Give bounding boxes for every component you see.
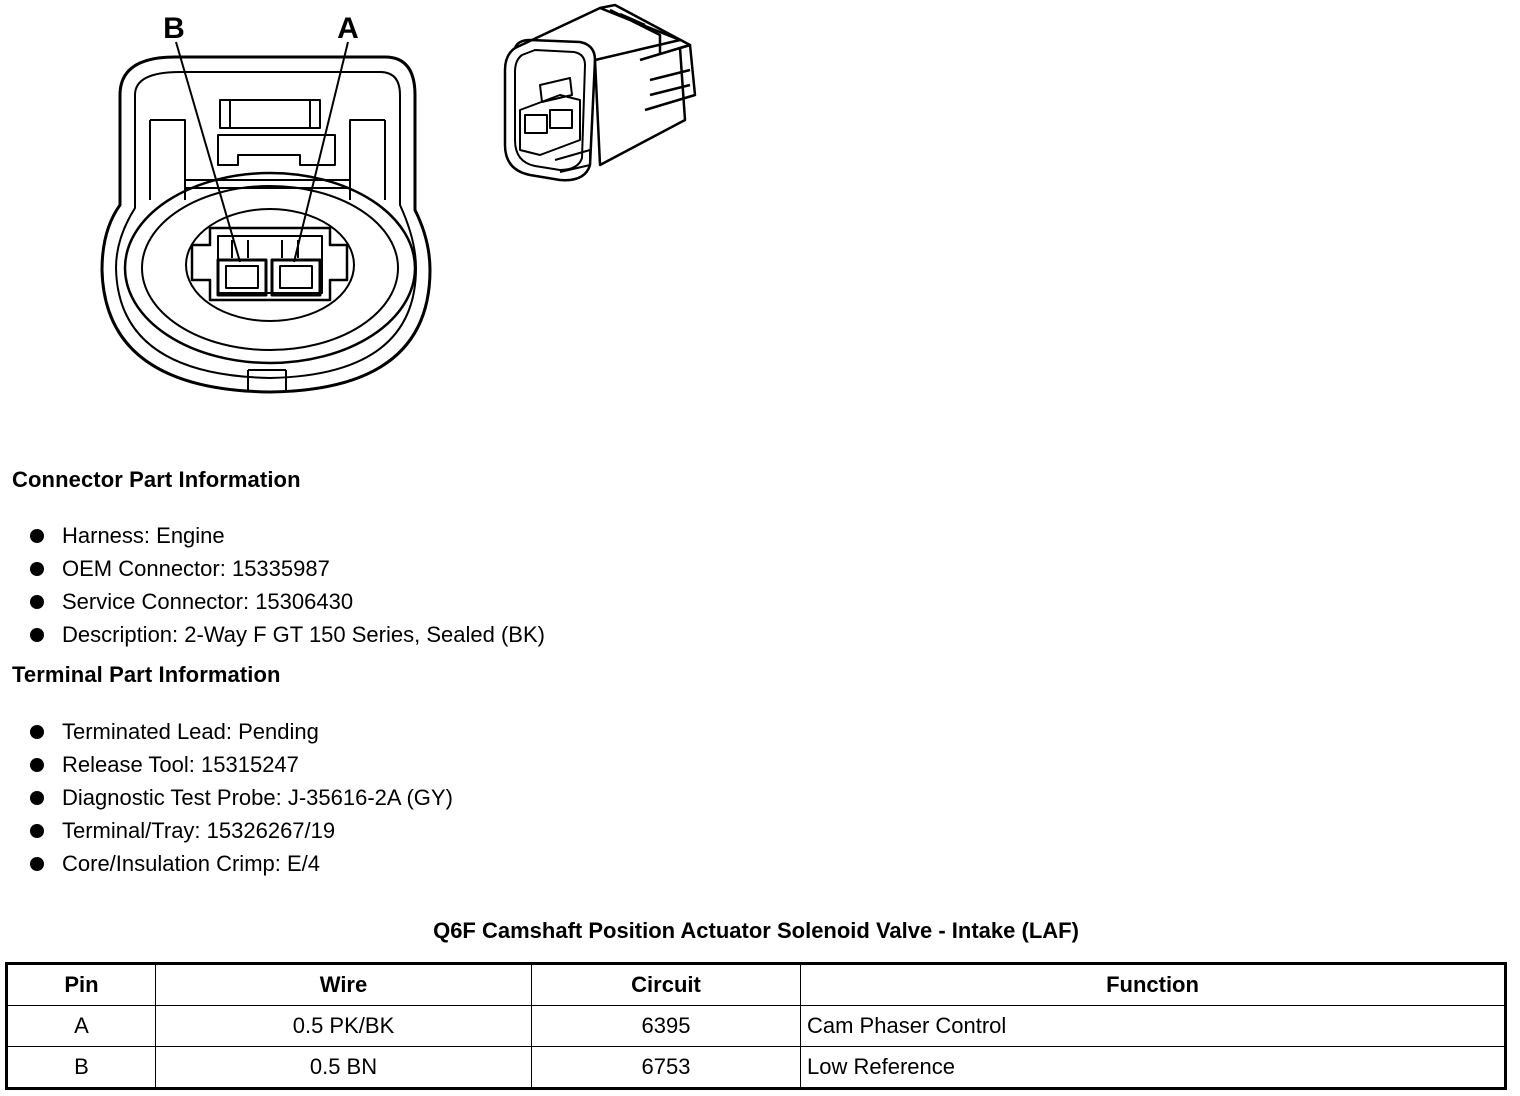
cell-circuit: 6395 bbox=[532, 1006, 801, 1047]
terminal-info-heading: Terminal Part Information bbox=[12, 662, 281, 687]
list-item-text: Terminal/Tray: 15326267/19 bbox=[62, 818, 336, 843]
list-item-text: Description: 2-Way F GT 150 Series, Sealed (BK) bbox=[62, 622, 545, 647]
cell-wire: 0.5 BN bbox=[156, 1047, 532, 1089]
cell-pin: B bbox=[7, 1047, 156, 1089]
bullet-icon bbox=[30, 791, 44, 805]
list-item bbox=[30, 814, 453, 847]
table-header-row bbox=[7, 964, 1506, 1006]
pin-table bbox=[5, 962, 1507, 1090]
list-item bbox=[30, 847, 453, 880]
connector-info-list bbox=[30, 519, 545, 651]
list-item bbox=[30, 552, 545, 585]
column-header-function: Function bbox=[801, 964, 1506, 1006]
connector-info-heading: Connector Part Information bbox=[12, 467, 301, 492]
list-item-text: Release Tool: 15315247 bbox=[62, 752, 299, 777]
list-item-text: Service Connector: 15306430 bbox=[62, 589, 354, 614]
bullet-icon bbox=[30, 758, 44, 772]
cell-circuit: 6753 bbox=[532, 1047, 801, 1089]
pin-label-b: B bbox=[163, 12, 185, 45]
pin-label-a: A bbox=[337, 12, 359, 45]
connector-face-view bbox=[102, 57, 430, 392]
bullet-icon bbox=[30, 562, 44, 576]
list-item bbox=[30, 519, 545, 552]
list-item-text: Terminated Lead: Pending bbox=[62, 719, 319, 744]
bullet-icon bbox=[30, 529, 44, 543]
list-item bbox=[30, 748, 453, 781]
table-row bbox=[7, 1006, 1506, 1047]
column-header-wire: Wire bbox=[156, 964, 532, 1006]
list-item-text: Harness: Engine bbox=[62, 523, 225, 548]
cell-pin: A bbox=[7, 1006, 156, 1047]
list-item bbox=[30, 715, 453, 748]
list-item bbox=[30, 781, 453, 814]
list-item bbox=[30, 585, 545, 618]
pin-table-title: Q6F Camshaft Position Actuator Solenoid Valve - Intake (LAF) bbox=[433, 918, 1079, 943]
list-item-text: OEM Connector: 15335987 bbox=[62, 556, 330, 581]
terminal-info-list bbox=[30, 715, 453, 880]
list-item-text: Diagnostic Test Probe: J-35616-2A (GY) bbox=[62, 785, 453, 810]
bullet-icon bbox=[30, 595, 44, 609]
cell-function: Cam Phaser Control bbox=[801, 1006, 1506, 1047]
bullet-icon bbox=[30, 725, 44, 739]
list-item-text: Core/Insulation Crimp: E/4 bbox=[62, 851, 320, 876]
connector-iso-view bbox=[505, 5, 695, 180]
bullet-icon bbox=[30, 857, 44, 871]
column-header-pin: Pin bbox=[7, 964, 156, 1006]
connector-diagram bbox=[0, 0, 720, 410]
cell-function: Low Reference bbox=[801, 1047, 1506, 1089]
cell-wire: 0.5 PK/BK bbox=[156, 1006, 532, 1047]
table-row bbox=[7, 1047, 1506, 1089]
list-item bbox=[30, 618, 545, 651]
column-header-circuit: Circuit bbox=[532, 964, 801, 1006]
bullet-icon bbox=[30, 628, 44, 642]
bullet-icon bbox=[30, 824, 44, 838]
